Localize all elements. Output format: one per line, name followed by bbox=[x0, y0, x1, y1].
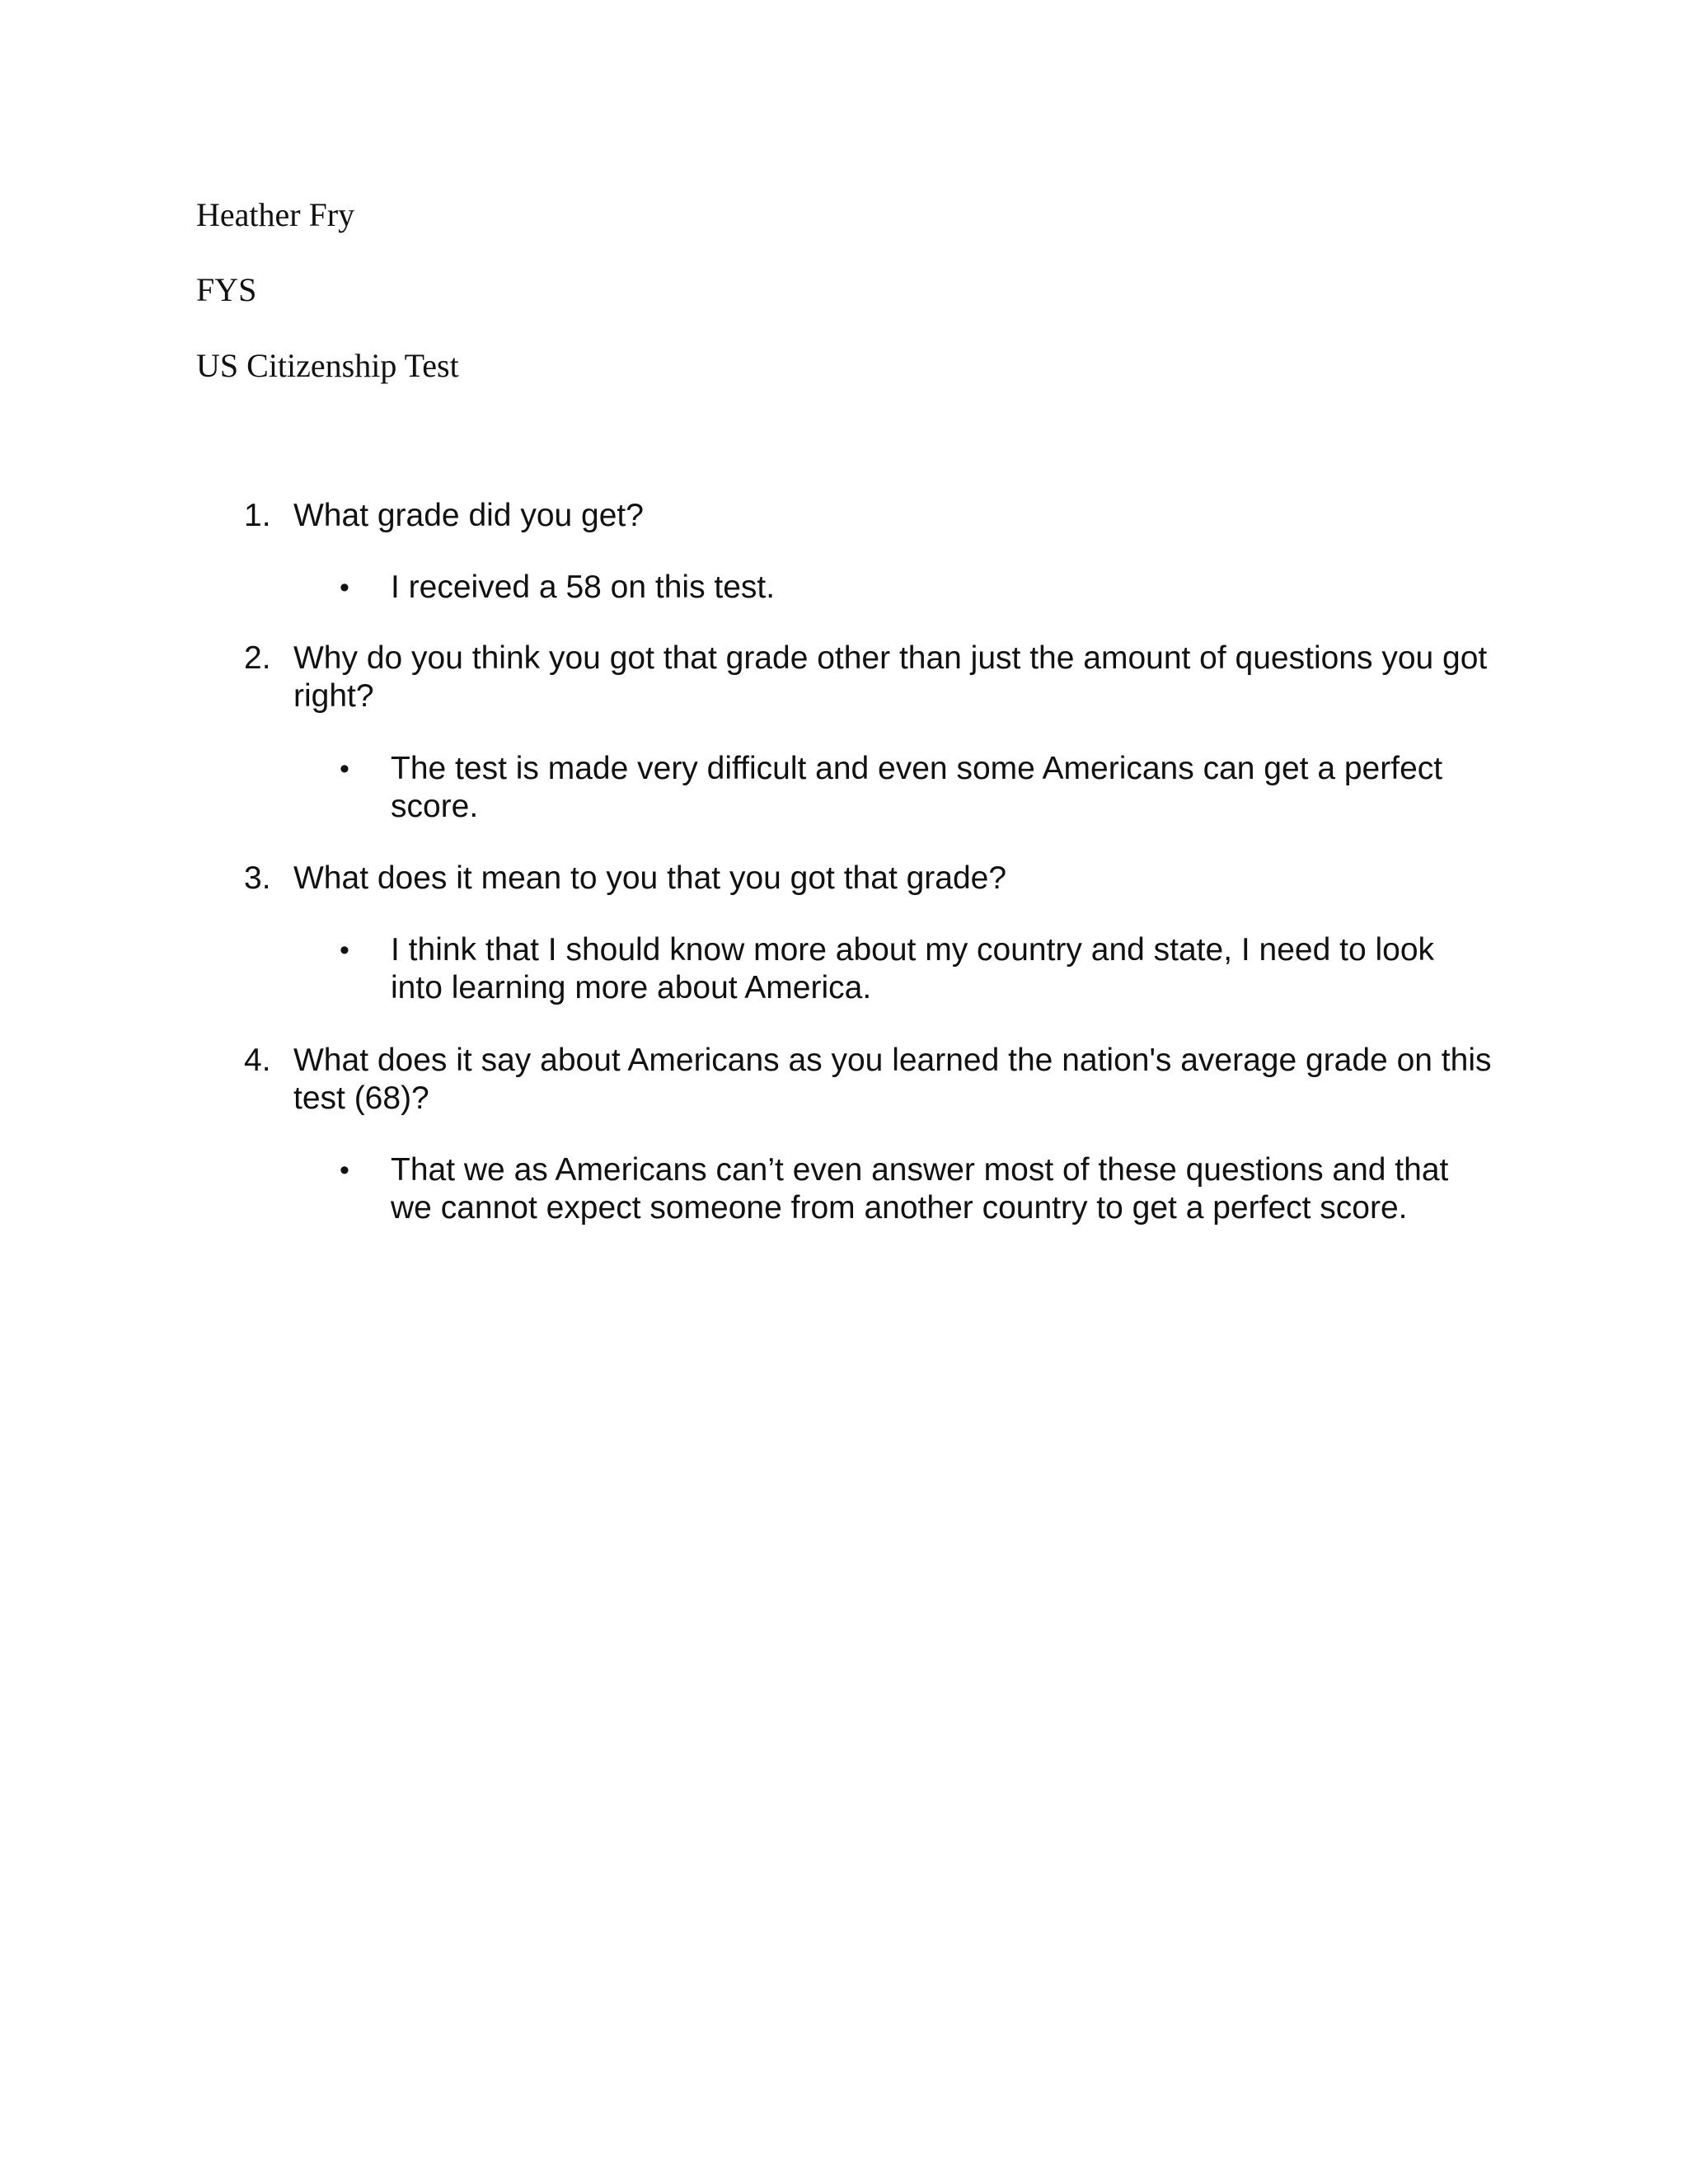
question-text: What does it mean to you that you got that grade? bbox=[293, 860, 1007, 896]
answer-text: I received a 58 on this test. bbox=[391, 569, 776, 605]
answer-2 bbox=[340, 750, 1493, 826]
answer-text: That we as Americans can’t even answer most of these questions and that we cannot expect someone from another country to get a perfect score. bbox=[391, 1152, 1449, 1226]
author-name: Heather Fry bbox=[196, 196, 355, 233]
question-number: 1. bbox=[244, 498, 271, 533]
question-number: 4. bbox=[244, 1043, 271, 1078]
question-4 bbox=[244, 1042, 1497, 1118]
question-number: 2. bbox=[244, 640, 271, 676]
bullet-icon: • bbox=[340, 572, 349, 603]
bullet-icon: • bbox=[340, 935, 349, 966]
answer-3 bbox=[340, 931, 1493, 1007]
question-3 bbox=[244, 860, 1497, 898]
answer-4 bbox=[340, 1151, 1493, 1227]
document-title: US Citizenship Test bbox=[196, 347, 459, 384]
bullet-icon: • bbox=[340, 1155, 349, 1186]
question-text: Why do you think you got that grade other than just the amount of questions you got right? bbox=[293, 640, 1488, 714]
question-text: What grade did you get? bbox=[293, 498, 644, 533]
question-text: What does it say about Americans as you learned the nation's average grade on this test (68)? bbox=[293, 1043, 1492, 1116]
course-name: FYS bbox=[196, 271, 257, 308]
answer-text: I think that I should know more about my country and state, I need to look into learning more about America. bbox=[391, 932, 1435, 1005]
question-2 bbox=[244, 640, 1497, 715]
question-number: 3. bbox=[244, 860, 271, 896]
answer-text: The test is made very difficult and even some Americans can get a perfect score. bbox=[391, 751, 1443, 824]
bullet-icon: • bbox=[340, 753, 349, 785]
question-1 bbox=[244, 497, 1497, 535]
answer-1 bbox=[340, 569, 1493, 607]
